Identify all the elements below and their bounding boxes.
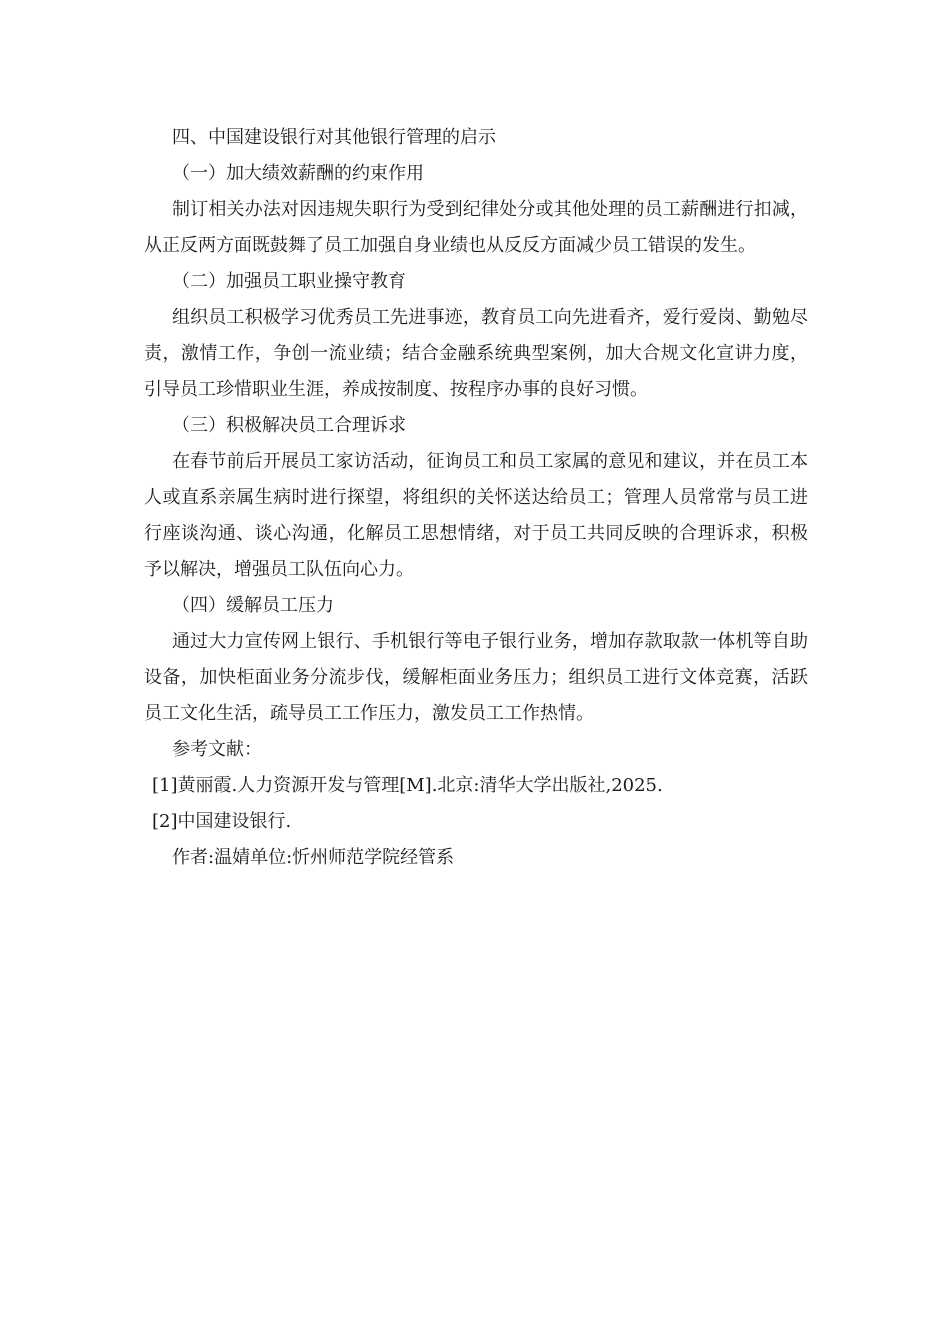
author-line: 作者:温婧单位:忻州师范学院经管系 <box>172 847 455 868</box>
section-heading: 四、中国建设银行对其他银行管理的启示 <box>172 127 496 148</box>
references-title: 参考文献： <box>172 739 262 760</box>
subsection-title-1: （一）加大绩效薪酬的约束作用 <box>172 163 424 184</box>
subsection-title-3: （三）积极解决员工合理诉求 <box>172 415 406 436</box>
subsection-body-4: 通过大力宣传网上银行、手机银行等电子银行业务，增加存款取款一体机等自助设备，加快柜面业务分流步伐，缓解柜面业务压力；组织员工进行文体竞赛，活跃员工文化生活，疏导员工工作压力，激发员工工作热情。 <box>144 631 808 724</box>
subsection-body-1: 制订相关办法对因违规失职行为受到纪律处分或其他处理的员工薪酬进行扣减，从正反两方面既鼓舞了员工加强自身业绩也从反反方面减少员工错误的发生。 <box>144 199 808 256</box>
reference-item-2: [2]中国建设银行. <box>152 811 292 832</box>
document-body <box>144 120 808 876</box>
subsection-title-2: （二）加强员工职业操守教育 <box>172 271 406 292</box>
subsection-title-4: （四）缓解员工压力 <box>172 595 334 616</box>
reference-item-1: [1]黄丽霞.人力资源开发与管理[M].北京:清华大学出版社,2025. <box>152 775 663 796</box>
subsection-body-3: 在春节前后开展员工家访活动，征询员工和员工家属的意见和建议，并在员工本人或直系亲属生病时进行探望，将组织的关怀送达给员工；管理人员常常与员工进行座谈沟通、谈心沟通，化解员工思想情绪，对于员工共同反映的合理诉求，积极予以解决，增强员工队伍向心力。 <box>144 451 808 580</box>
subsection-body-2: 组织员工积极学习优秀员工先进事迹，教育员工向先进看齐，爱行爱岗、勤勉尽责，激情工作，争创一流业绩；结合金融系统典型案例，加大合规文化宣讲力度，引导员工珍惜职业生涯，养成按制度、按程序办事的良好习惯。 <box>144 307 808 400</box>
